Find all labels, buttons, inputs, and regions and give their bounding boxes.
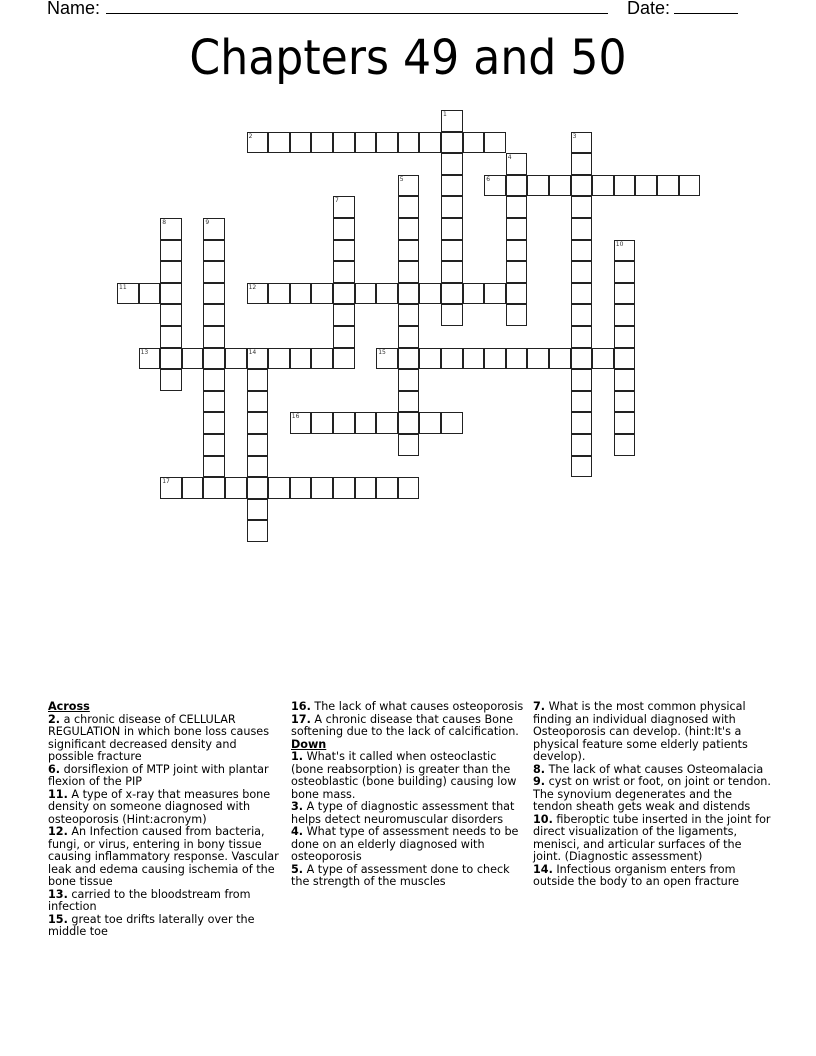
- clue-text: What is the most common physical finding an individual diagnosed with Osteoporosis can develop. (hint:It's a physical feature some elderly patients develop).: [533, 700, 748, 763]
- cell-number: 3: [572, 132, 577, 140]
- cell-number: 14: [248, 348, 257, 356]
- grid-cell[interactable]: [117, 283, 139, 305]
- grid-cell[interactable]: [614, 391, 636, 413]
- clue-across-6: [48, 764, 283, 789]
- grid-cell[interactable]: [333, 132, 355, 154]
- clue-text: The lack of what causes osteoporosis: [310, 700, 524, 713]
- name-label: Name:: [47, 0, 101, 18]
- grid-cell[interactable]: [614, 348, 636, 370]
- grid-cell[interactable]: [571, 240, 593, 262]
- grid-cell[interactable]: [614, 261, 636, 283]
- clue-down-10: [533, 814, 773, 864]
- grid-cell[interactable]: [635, 175, 657, 197]
- cell-number: 1: [443, 111, 447, 118]
- grid-cell[interactable]: [571, 261, 593, 283]
- grid-cell[interactable]: [333, 326, 355, 348]
- cell-number: 10: [615, 240, 624, 248]
- grid-cell[interactable]: [268, 348, 290, 370]
- clue-down-1: [291, 751, 526, 801]
- clues-column-3: [533, 701, 773, 889]
- clue-text: A type of assessment done to check the strength of the muscles: [291, 862, 510, 888]
- grid-cell[interactable]: [398, 196, 420, 218]
- grid-cell[interactable]: [203, 261, 225, 283]
- grid-cell[interactable]: [484, 132, 506, 154]
- cell-number: 4: [507, 154, 512, 162]
- grid-cell[interactable]: [463, 348, 485, 370]
- clue-number: 9.: [533, 775, 546, 788]
- grid-cell[interactable]: [571, 348, 593, 370]
- clue-text: dorsiflexion of MTP joint with plantar flexion of the PIP: [48, 762, 269, 788]
- grid-cell[interactable]: [506, 240, 528, 262]
- grid-cell[interactable]: [182, 348, 204, 370]
- grid-cell[interactable]: [506, 348, 528, 370]
- clue-across-17: [291, 714, 526, 739]
- grid-cell[interactable]: [614, 283, 636, 305]
- clue-number: 6.: [48, 762, 61, 776]
- grid-cell[interactable]: [355, 283, 377, 305]
- grid-cell[interactable]: [398, 412, 420, 434]
- grid-cell[interactable]: [160, 477, 182, 499]
- grid-cell[interactable]: [441, 218, 463, 240]
- grid-cell[interactable]: [419, 412, 441, 434]
- clue-text: The lack of what causes Osteomalacia: [545, 762, 764, 776]
- grid-cell[interactable]: [484, 283, 506, 305]
- grid-cell[interactable]: [441, 110, 463, 132]
- grid-cell[interactable]: [463, 132, 485, 154]
- grid-cell[interactable]: [571, 456, 593, 478]
- grid-cell[interactable]: [571, 412, 593, 434]
- grid-cell[interactable]: [182, 477, 204, 499]
- clue-number: 7.: [533, 700, 546, 713]
- grid-cell[interactable]: [225, 348, 247, 370]
- cell-number: 8: [162, 219, 167, 226]
- date-label: Date:: [627, 0, 671, 18]
- grid-cell[interactable]: [268, 477, 290, 499]
- grid-cell[interactable]: [203, 412, 225, 434]
- grid-cell[interactable]: [311, 132, 333, 154]
- cell-number: 17: [162, 478, 170, 486]
- cell-number: 16: [291, 413, 300, 421]
- grid-cell[interactable]: [419, 283, 441, 305]
- grid-cell[interactable]: [398, 326, 420, 348]
- grid-cell[interactable]: [203, 348, 225, 370]
- grid-cell[interactable]: [290, 132, 312, 154]
- grid-cell[interactable]: [160, 218, 182, 240]
- clue-down-4: [291, 826, 526, 864]
- across-heading: Across: [48, 700, 90, 713]
- clue-number: 10.: [533, 812, 553, 826]
- grid-cell[interactable]: [160, 326, 182, 348]
- grid-cell[interactable]: [203, 434, 225, 456]
- grid-cell[interactable]: [614, 304, 636, 326]
- grid-cell[interactable]: [160, 369, 182, 391]
- grid-cell[interactable]: [679, 175, 701, 197]
- grid-cell[interactable]: [355, 477, 377, 499]
- grid-cell[interactable]: [398, 261, 420, 283]
- grid-cell[interactable]: [333, 261, 355, 283]
- grid-cell[interactable]: [419, 348, 441, 370]
- grid-cell[interactable]: [333, 218, 355, 240]
- grid-cell[interactable]: [419, 132, 441, 154]
- grid-cell[interactable]: [333, 412, 355, 434]
- grid-cell[interactable]: [268, 132, 290, 154]
- clue-down-7: [533, 701, 773, 764]
- grid-cell[interactable]: [571, 218, 593, 240]
- clue-down-14: [533, 864, 773, 889]
- clue-text: What's it called when osteoclastic (bone reabsorption) is greater than the osteoblastic (bone building) causing low bone mass.: [291, 750, 517, 801]
- grid-cell[interactable]: [571, 153, 593, 175]
- grid-cell[interactable]: [398, 369, 420, 391]
- grid-cell[interactable]: [225, 477, 247, 499]
- grid-cell[interactable]: [376, 477, 398, 499]
- clue-text: A type of diagnostic assessment that helps detect neuromuscular disorders: [291, 800, 515, 826]
- grid-cell[interactable]: [657, 175, 679, 197]
- grid-cell[interactable]: [355, 412, 377, 434]
- grid-cell[interactable]: [398, 304, 420, 326]
- grid-cell[interactable]: [398, 391, 420, 413]
- grid-cell[interactable]: [247, 477, 269, 499]
- grid-cell[interactable]: [247, 132, 269, 154]
- grid-cell[interactable]: [571, 175, 593, 197]
- clue-across-13: [48, 889, 283, 914]
- clue-text: An Infection caused from bacteria, fungi, or virus, entering in bony tissue causing inflammatory response. Vascular leak and edema causing ischemia of the bone tissue: [48, 825, 279, 888]
- grid-cell[interactable]: [311, 348, 333, 370]
- grid-cell[interactable]: [247, 391, 269, 413]
- grid-cell[interactable]: [614, 412, 636, 434]
- grid-cell[interactable]: [160, 348, 182, 370]
- grid-cell[interactable]: [614, 369, 636, 391]
- clue-across-2: [48, 714, 283, 764]
- grid-cell[interactable]: [290, 412, 312, 434]
- clue-number: 12.: [48, 825, 68, 838]
- grid-cell[interactable]: [463, 283, 485, 305]
- down-heading: Down: [291, 737, 327, 751]
- grid-cell[interactable]: [441, 304, 463, 326]
- clue-number: 1.: [291, 750, 304, 763]
- cell-number: 13: [140, 348, 149, 356]
- clue-across-11: [48, 789, 283, 827]
- grid-cell[interactable]: [333, 304, 355, 326]
- grid-cell[interactable]: [203, 477, 225, 499]
- grid-cell[interactable]: [506, 175, 528, 197]
- grid-cell[interactable]: [290, 283, 312, 305]
- grid-cell[interactable]: [247, 412, 269, 434]
- grid-cell[interactable]: [398, 434, 420, 456]
- grid-cell[interactable]: [203, 218, 225, 240]
- cell-number: 2: [248, 132, 253, 140]
- cell-number: 9: [205, 219, 210, 226]
- clue-text: fiberoptic tube inserted in the joint for direct visualization of the ligaments, menisci, and articular surfaces of the joint. (Diagnostic assessment): [533, 812, 771, 863]
- grid-cell[interactable]: [441, 283, 463, 305]
- grid-cell[interactable]: [506, 196, 528, 218]
- cell-number: 5: [399, 175, 404, 183]
- clue-down-3: [291, 801, 526, 826]
- grid-cell[interactable]: [571, 369, 593, 391]
- grid-cell[interactable]: [160, 240, 182, 262]
- grid-cell[interactable]: [376, 412, 398, 434]
- clues-column-1: [48, 701, 283, 939]
- grid-cell[interactable]: [355, 132, 377, 154]
- grid-cell[interactable]: [203, 391, 225, 413]
- grid-cell[interactable]: [247, 499, 269, 521]
- grid-cell[interactable]: [247, 456, 269, 478]
- clue-text: What type of assessment needs to be done on an elderly diagnosed with osteoporosis: [291, 825, 519, 863]
- grid-cell[interactable]: [398, 175, 420, 197]
- grid-cell[interactable]: [571, 434, 593, 456]
- grid-cell[interactable]: [290, 348, 312, 370]
- grid-cell[interactable]: [203, 369, 225, 391]
- grid-cell[interactable]: [311, 283, 333, 305]
- grid-cell[interactable]: [203, 326, 225, 348]
- grid-cell[interactable]: [614, 175, 636, 197]
- clue-number: 17.: [291, 712, 311, 726]
- grid-cell[interactable]: [160, 261, 182, 283]
- grid-cell[interactable]: [311, 412, 333, 434]
- grid-cell[interactable]: [203, 304, 225, 326]
- grid-cell[interactable]: [441, 153, 463, 175]
- grid-cell[interactable]: [527, 175, 549, 197]
- clue-number: 15.: [48, 912, 68, 926]
- grid-cell[interactable]: [268, 283, 290, 305]
- clue-number: 8.: [533, 762, 546, 776]
- grid-cell[interactable]: [139, 348, 161, 370]
- grid-cell[interactable]: [441, 412, 463, 434]
- grid-cell[interactable]: [506, 283, 528, 305]
- grid-cell[interactable]: [614, 240, 636, 262]
- grid-cell[interactable]: [614, 326, 636, 348]
- grid-cell[interactable]: [441, 240, 463, 262]
- clue-text: cyst on wrist or foot, on joint or tendon. The synovium degenerates and the tendon sheath gets weak and distends: [533, 775, 771, 813]
- grid-cell[interactable]: [506, 261, 528, 283]
- clue-number: 16.: [291, 700, 311, 713]
- grid-cell[interactable]: [203, 456, 225, 478]
- grid-cell[interactable]: [247, 520, 269, 542]
- clue-text: A chronic disease that causes Bone softening due to the lack of calcification.: [291, 712, 519, 738]
- grid-cell[interactable]: [484, 348, 506, 370]
- grid-cell[interactable]: [506, 304, 528, 326]
- clue-text: Infectious organism enters from outside the body to an open fracture: [533, 862, 739, 888]
- grid-cell[interactable]: [398, 240, 420, 262]
- grid-cell[interactable]: [398, 348, 420, 370]
- grid-cell[interactable]: [160, 283, 182, 305]
- grid-cell[interactable]: [247, 348, 269, 370]
- grid-cell[interactable]: [333, 240, 355, 262]
- grid-cell[interactable]: [333, 196, 355, 218]
- clue-text: a chronic disease of CELLULAR REGULATION in which bone loss causes significant decreased density and possible fracture: [48, 712, 270, 763]
- grid-cell[interactable]: [571, 326, 593, 348]
- grid-cell[interactable]: [506, 153, 528, 175]
- grid-cell[interactable]: [247, 283, 269, 305]
- grid-cell[interactable]: [247, 434, 269, 456]
- grid-cell[interactable]: [139, 283, 161, 305]
- grid-cell[interactable]: [398, 132, 420, 154]
- cell-number: 7: [335, 197, 339, 205]
- grid-cell[interactable]: [506, 218, 528, 240]
- grid-cell[interactable]: [333, 477, 355, 499]
- clue-down-5: [291, 864, 526, 889]
- clue-number: 11.: [48, 787, 68, 801]
- cell-number: 15: [378, 348, 386, 356]
- clue-text: carried to the bloodstream from infection: [48, 887, 251, 913]
- clue-text: A type of x-ray that measures bone density on someone diagnosed with osteoporosis (Hint:acronym): [48, 787, 271, 826]
- grid-cell[interactable]: [571, 196, 593, 218]
- clue-down-9: [533, 776, 773, 814]
- clue-number: 13.: [48, 887, 68, 901]
- grid-cell[interactable]: [247, 369, 269, 391]
- clue-number: 3.: [291, 800, 304, 813]
- grid-cell[interactable]: [398, 283, 420, 305]
- cell-number: 12: [248, 283, 257, 291]
- grid-cell[interactable]: [376, 132, 398, 154]
- grid-cell[interactable]: [333, 283, 355, 305]
- grid-cell[interactable]: [333, 348, 355, 370]
- grid-cell[interactable]: [549, 348, 571, 370]
- grid-cell[interactable]: [441, 175, 463, 197]
- clue-number: 2.: [48, 712, 61, 726]
- grid-cell[interactable]: [571, 132, 593, 154]
- clue-across-15: [48, 914, 283, 939]
- clue-number: 5.: [291, 862, 304, 876]
- grid-cell[interactable]: [203, 240, 225, 262]
- grid-cell[interactable]: [160, 304, 182, 326]
- cell-number: 6: [486, 175, 491, 183]
- grid-cell[interactable]: [592, 348, 614, 370]
- grid-cell[interactable]: [571, 304, 593, 326]
- grid-cell[interactable]: [290, 477, 312, 499]
- grid-cell[interactable]: [571, 391, 593, 413]
- grid-cell[interactable]: [527, 348, 549, 370]
- page-title: Chapters 49 and 50: [189, 30, 627, 86]
- clues-column-2: [291, 701, 526, 889]
- clue-across-12: [48, 826, 283, 889]
- grid-cell[interactable]: [441, 196, 463, 218]
- grid-cell[interactable]: [311, 477, 333, 499]
- grid-cell[interactable]: [203, 283, 225, 305]
- grid-cell[interactable]: [484, 175, 506, 197]
- grid-cell[interactable]: [376, 348, 398, 370]
- grid-cell[interactable]: [441, 132, 463, 154]
- clue-number: 4.: [291, 825, 304, 838]
- grid-cell[interactable]: [398, 477, 420, 499]
- grid-cell[interactable]: [614, 434, 636, 456]
- grid-cell[interactable]: [441, 261, 463, 283]
- grid-cell[interactable]: [398, 218, 420, 240]
- clue-text: great toe drifts laterally over the middle toe: [48, 912, 255, 938]
- grid-cell[interactable]: [441, 348, 463, 370]
- cell-number: 11: [119, 283, 127, 291]
- grid-cell[interactable]: [571, 283, 593, 305]
- grid-cell[interactable]: [376, 283, 398, 305]
- clue-number: 14.: [533, 862, 553, 876]
- grid-cell[interactable]: [549, 175, 571, 197]
- grid-cell[interactable]: [592, 175, 614, 197]
